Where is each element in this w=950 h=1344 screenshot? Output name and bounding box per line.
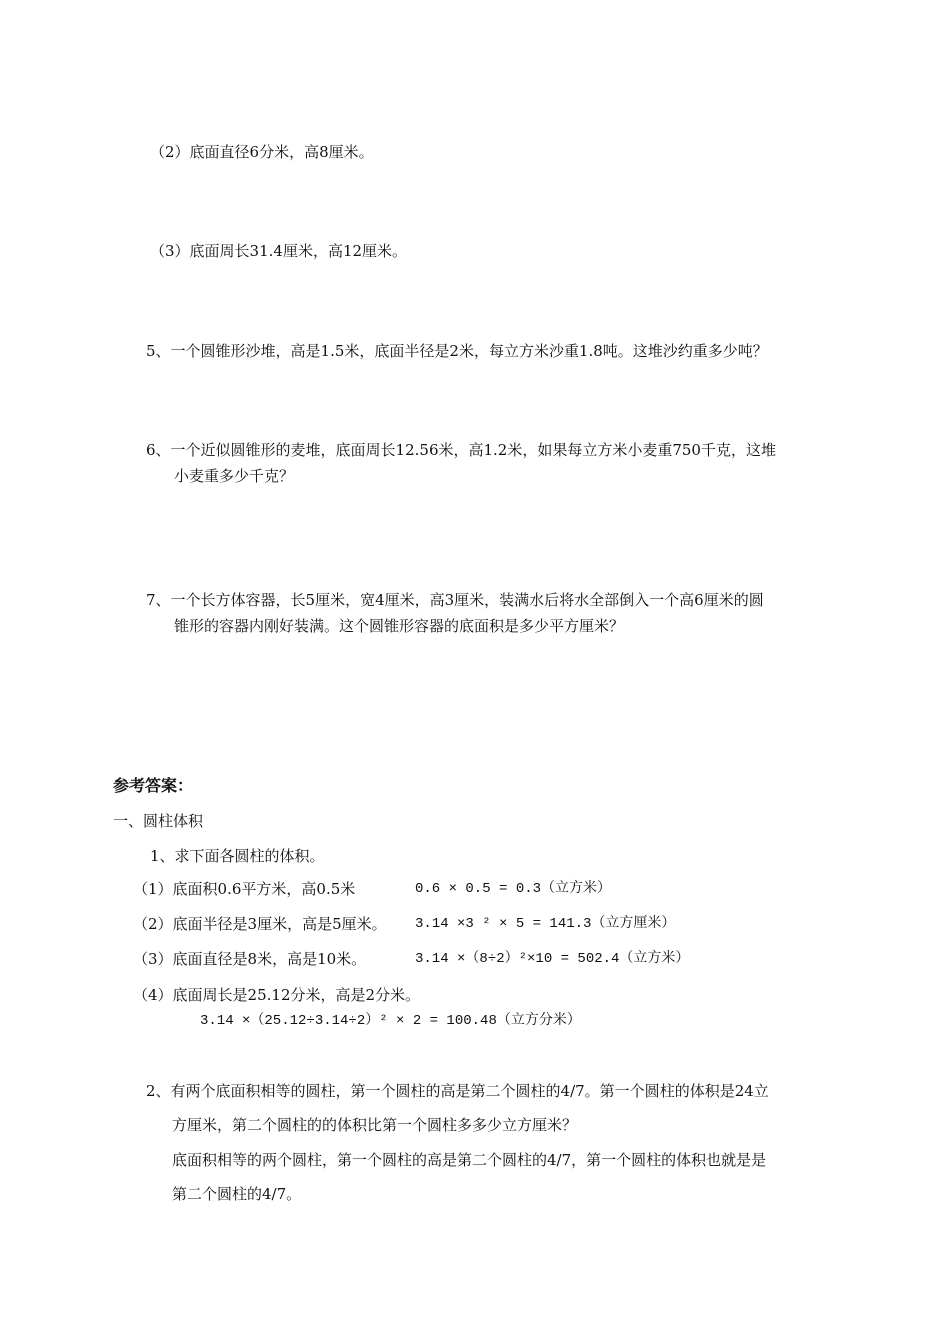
answer-1-item-4-label: （4）底面周长是25.12分米，高是2分米。	[133, 986, 421, 1004]
problem-4-item-3: （3）底面周长31.4厘米，高12厘米。	[150, 242, 408, 260]
answer-2-line-3: 底面积相等的两个圆柱，第一个圆柱的高是第二个圆柱的4/7，第一个圆柱的体积也就是是	[172, 1151, 767, 1169]
answer-1-item-4-calc: 3.14 ×（25.12÷3.14÷2）² × 2 = 100.48（立方分米）	[200, 1013, 581, 1029]
problem-4-item-2: （2）底面直径6分米，高8厘米。	[150, 143, 374, 161]
answer-1-item-3-label: （3）底面直径是8米，高是10米。	[133, 950, 367, 968]
answer-2-line-2: 方厘米，第二个圆柱的的体积比第一个圆柱多多少立方厘米？	[172, 1116, 578, 1134]
problem-6-line-2: 小麦重多少千克？	[174, 467, 295, 485]
answer-2-line-4: 第二个圆柱的4/7。	[172, 1185, 302, 1203]
answer-1-item-1-calc: 0.6 × 0.5 = 0.3（立方米）	[415, 881, 612, 897]
answer-1-item-3-calc: 3.14 ×（8÷2）²×10 = 502.4（立方米）	[415, 951, 690, 967]
answer-1-item-2-calc: 3.14 ×3 ² × 5 = 141.3（立方厘米）	[415, 916, 676, 932]
answer-1-item-1-label: （1）底面积0.6平方米，高0.5米	[133, 880, 356, 898]
problem-5: 5、一个圆锥形沙堆，高是1.5米，底面半径是2米，每立方米沙重1.8吨。这堆沙约重多少吨？	[146, 342, 768, 360]
problem-7-line-2: 锥形的容器内刚好装满。这个圆锥形容器的底面积是多少平方厘米？	[174, 617, 625, 635]
answers-heading: 参考答案：	[113, 776, 194, 795]
answer-1-title: 1、求下面各圆柱的体积。	[150, 847, 325, 865]
answer-2-line-1: 2、有两个底面积相等的圆柱，第一个圆柱的高是第二个圆柱的4/7。第一个圆柱的体积是24立	[146, 1082, 769, 1100]
problem-6-line-1: 6、一个近似圆锥形的麦堆，底面周长12.56米，高1.2米，如果每立方米小麦重750千克，这堆	[146, 441, 776, 459]
problem-7-line-1: 7、一个长方体容器，长5厘米，宽4厘米，高3厘米，装满水后将水全部倒入一个高6厘米的圆	[146, 591, 764, 609]
answers-section-cylinder-volume: 一、圆柱体积	[113, 812, 204, 830]
answer-1-item-2-label: （2）底面半径是3厘米，高是5厘米。	[133, 915, 387, 933]
